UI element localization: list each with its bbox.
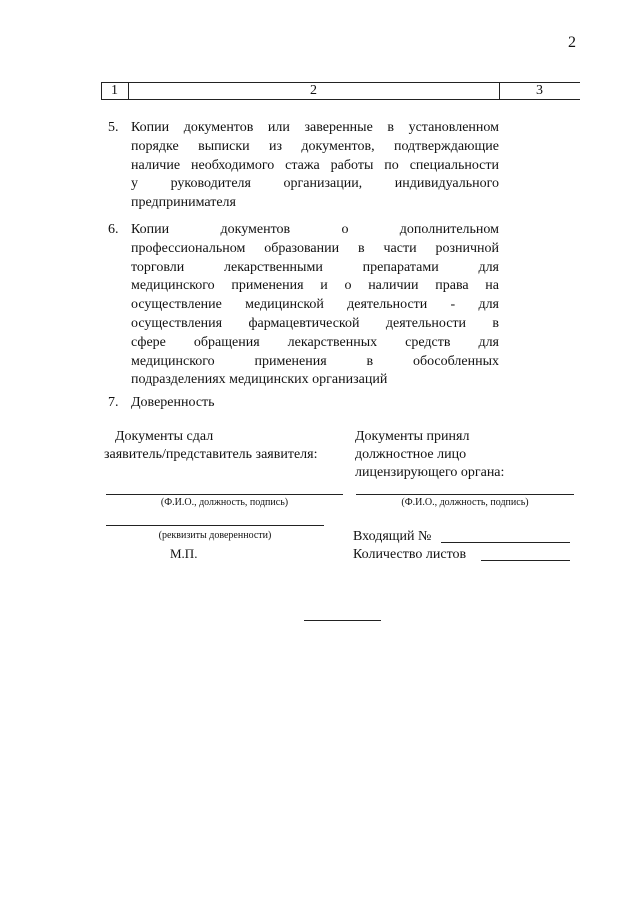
incoming-number-label: Входящий № [353,529,432,544]
text-line: торговли лекарственными препаратами для [131,259,499,275]
incoming-number-field [441,542,570,543]
list-item-6 [108,221,508,396]
text-line: наличие необходимого стажа работы по специальности [131,157,499,173]
column-header-row [101,82,580,100]
requisites-caption: (реквизиты доверенности) [158,530,272,541]
list-item-7 [108,394,508,414]
licensing-authority-label: лицензирующего органа: [355,465,505,480]
signature-line-right [356,494,574,495]
column-number-2: 2 [310,83,317,98]
text-line: Копии документов или заверенные в установленном [131,120,499,135]
accepted-by-title: Документы принял [355,429,470,444]
text-line: медицинского применения и о наличии права на [131,278,499,294]
item-text [131,221,499,390]
stamp-place: М.П. [170,546,198,561]
requisites-line [106,525,324,526]
text-line: Доверенность [131,395,215,410]
page-number: 2 [568,34,576,51]
column-number-1: 1 [111,83,118,98]
text-line: профессиональном образовании в части розничной [131,240,499,256]
item-text [131,119,499,213]
submitted-by-title: Документы сдал [115,429,214,444]
applicant-label: заявитель/представитель заявителя: [104,447,318,462]
sheet-count-label: Количество листов [353,547,467,562]
text-line: сфере обращения лекарственных средств для [131,334,499,350]
sheet-count-field [481,560,570,561]
text-line: у руководителя организации, индивидуального [131,176,499,192]
end-separator [304,620,381,621]
text-line: предпринимателя [131,195,236,211]
fio-caption-left: (Ф.И.О., должность, подпись) [160,497,289,508]
item-text [131,394,499,413]
list-item-5 [108,119,508,214]
item-number: 7. [108,395,119,410]
fio-caption-right: (Ф.И.О., должность, подпись) [401,497,529,508]
text-line: подразделениях медицинских организаций [131,372,388,388]
text-line: Копии документов о дополнительном [131,222,499,237]
text-line: медицинского применения в обособленных [131,353,499,369]
signature-line-left [106,494,343,495]
item-number: 6. [108,222,119,237]
text-line: осуществление медицинской деятельности - для [131,297,499,313]
text-line: осуществления фармацевтической деятельности в [131,315,499,331]
item-number: 5. [108,120,119,135]
official-label: должностное лицо [355,447,467,462]
text-line: порядке выписки из документов, подтверждающие [131,138,499,154]
column-number-3: 3 [536,83,543,98]
